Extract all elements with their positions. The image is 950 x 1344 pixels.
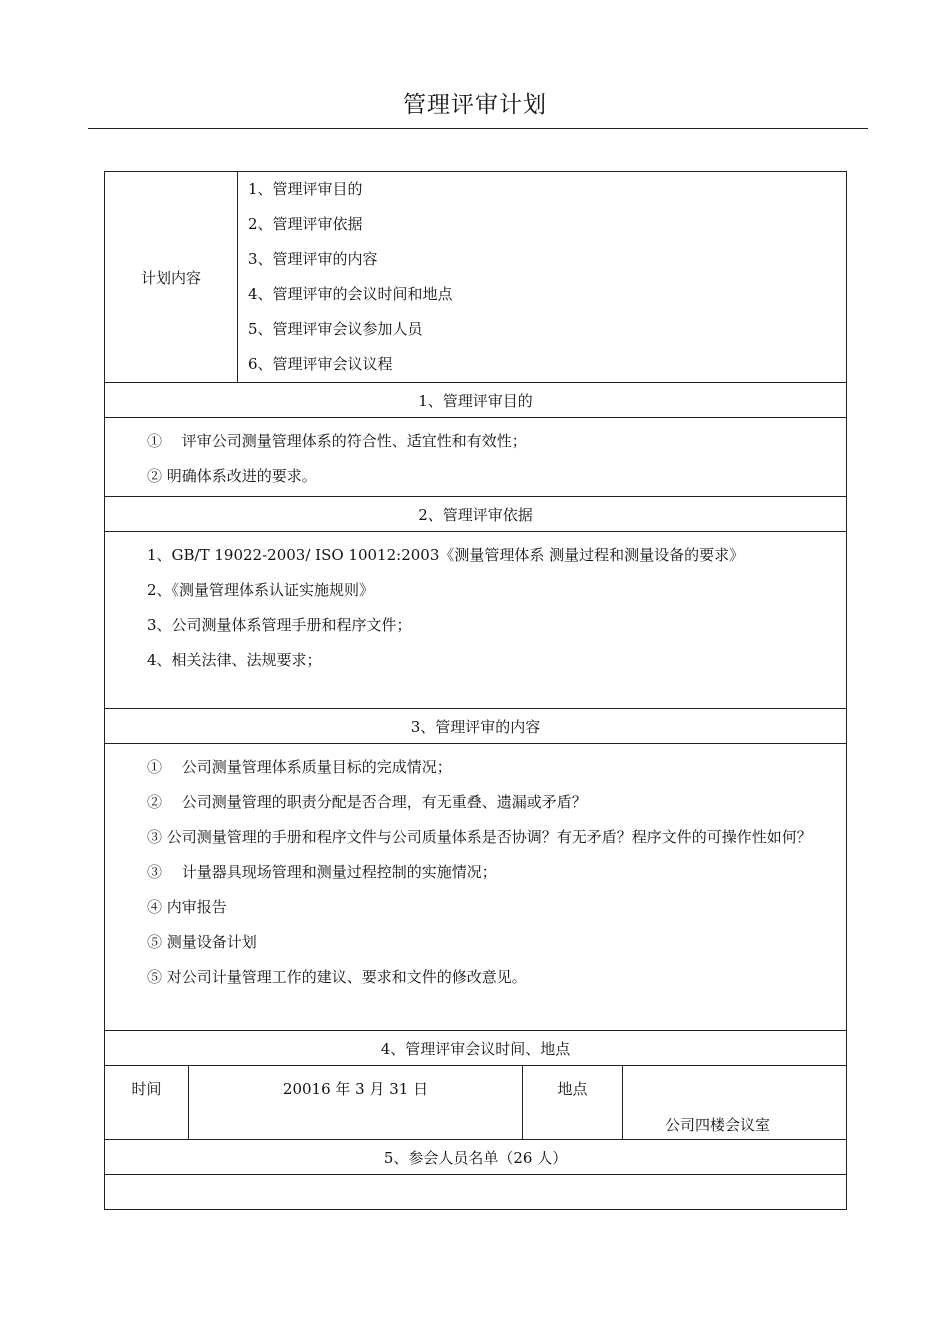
list-item: ① 公司测量管理体系质量目标的完成情况； — [147, 758, 452, 776]
list-item: 2、《测量管理体系认证实施规则》 — [147, 581, 375, 599]
section-body-basis — [105, 532, 847, 709]
place-value: 公司四楼会议室 — [665, 1116, 771, 1134]
section-header-attendees: 5、参会人员名单（26 人） — [105, 1140, 847, 1175]
section-body-purpose — [105, 418, 847, 497]
list-item: ③ 计量器具现场管理和测量过程控制的实施情况； — [147, 863, 497, 881]
toc-item: 2、管理评审依据 — [248, 215, 363, 233]
time-value: 20016 年 3 月 31 日 — [189, 1066, 523, 1140]
document-title: 管理评审计划 — [403, 92, 547, 118]
section-header-purpose: 1、管理评审目的 — [105, 383, 847, 418]
list-item: ③ 公司测量管理的手册和程序文件与公司质量体系是否协调？有无矛盾？程序文件的可操作性如何？ — [147, 828, 812, 846]
section-body-content — [105, 744, 847, 1031]
list-item: ⑤ 对公司计量管理工作的建议、要求和文件的修改意见。 — [147, 968, 527, 986]
list-item: 1、GB/T 19022-2003/ ISO 10012:2003《测量管理体系 测量过程和测量设备的要求》 — [147, 546, 745, 564]
plan-contents-row — [105, 172, 847, 383]
list-item: ② 公司测量管理的职责分配是否合理，有无重叠、遗漏或矛盾？ — [147, 793, 587, 811]
list-item: 3、公司测量体系管理手册和程序文件； — [147, 616, 412, 634]
toc-item: 1、管理评审目的 — [248, 180, 363, 198]
toc-item: 4、管理评审的会议时间和地点 — [248, 285, 453, 303]
list-item: ④ 内审报告 — [147, 898, 227, 916]
time-label: 时间 — [105, 1066, 189, 1140]
list-item: 4、相关法律、法规要求； — [147, 651, 322, 669]
place-cell — [623, 1066, 847, 1140]
section-header-meeting: 4、管理评审会议时间、地点 — [105, 1031, 847, 1066]
toc-item: 3、管理评审的内容 — [248, 250, 378, 268]
place-label: 地点 — [523, 1066, 623, 1140]
attendee-list-cell — [105, 1175, 847, 1210]
list-item: ⑤ 测量设备计划 — [147, 933, 257, 951]
toc-item: 5、管理评审会议参加人员 — [248, 320, 423, 338]
list-item: ② 明确体系改进的要求。 — [147, 467, 317, 485]
plan-contents-label: 计划内容 — [105, 172, 238, 383]
toc-item: 6、管理评审会议议程 — [248, 355, 393, 373]
plan-table — [104, 171, 847, 1210]
title-underline — [88, 128, 868, 129]
list-item: ① 评审公司测量管理体系的符合性、适宜性和有效性； — [147, 432, 527, 450]
meeting-row — [105, 1066, 847, 1140]
section-header-basis: 2、管理评审依据 — [105, 497, 847, 532]
section-header-content: 3、管理评审的内容 — [105, 709, 847, 744]
plan-contents-list — [238, 172, 847, 383]
